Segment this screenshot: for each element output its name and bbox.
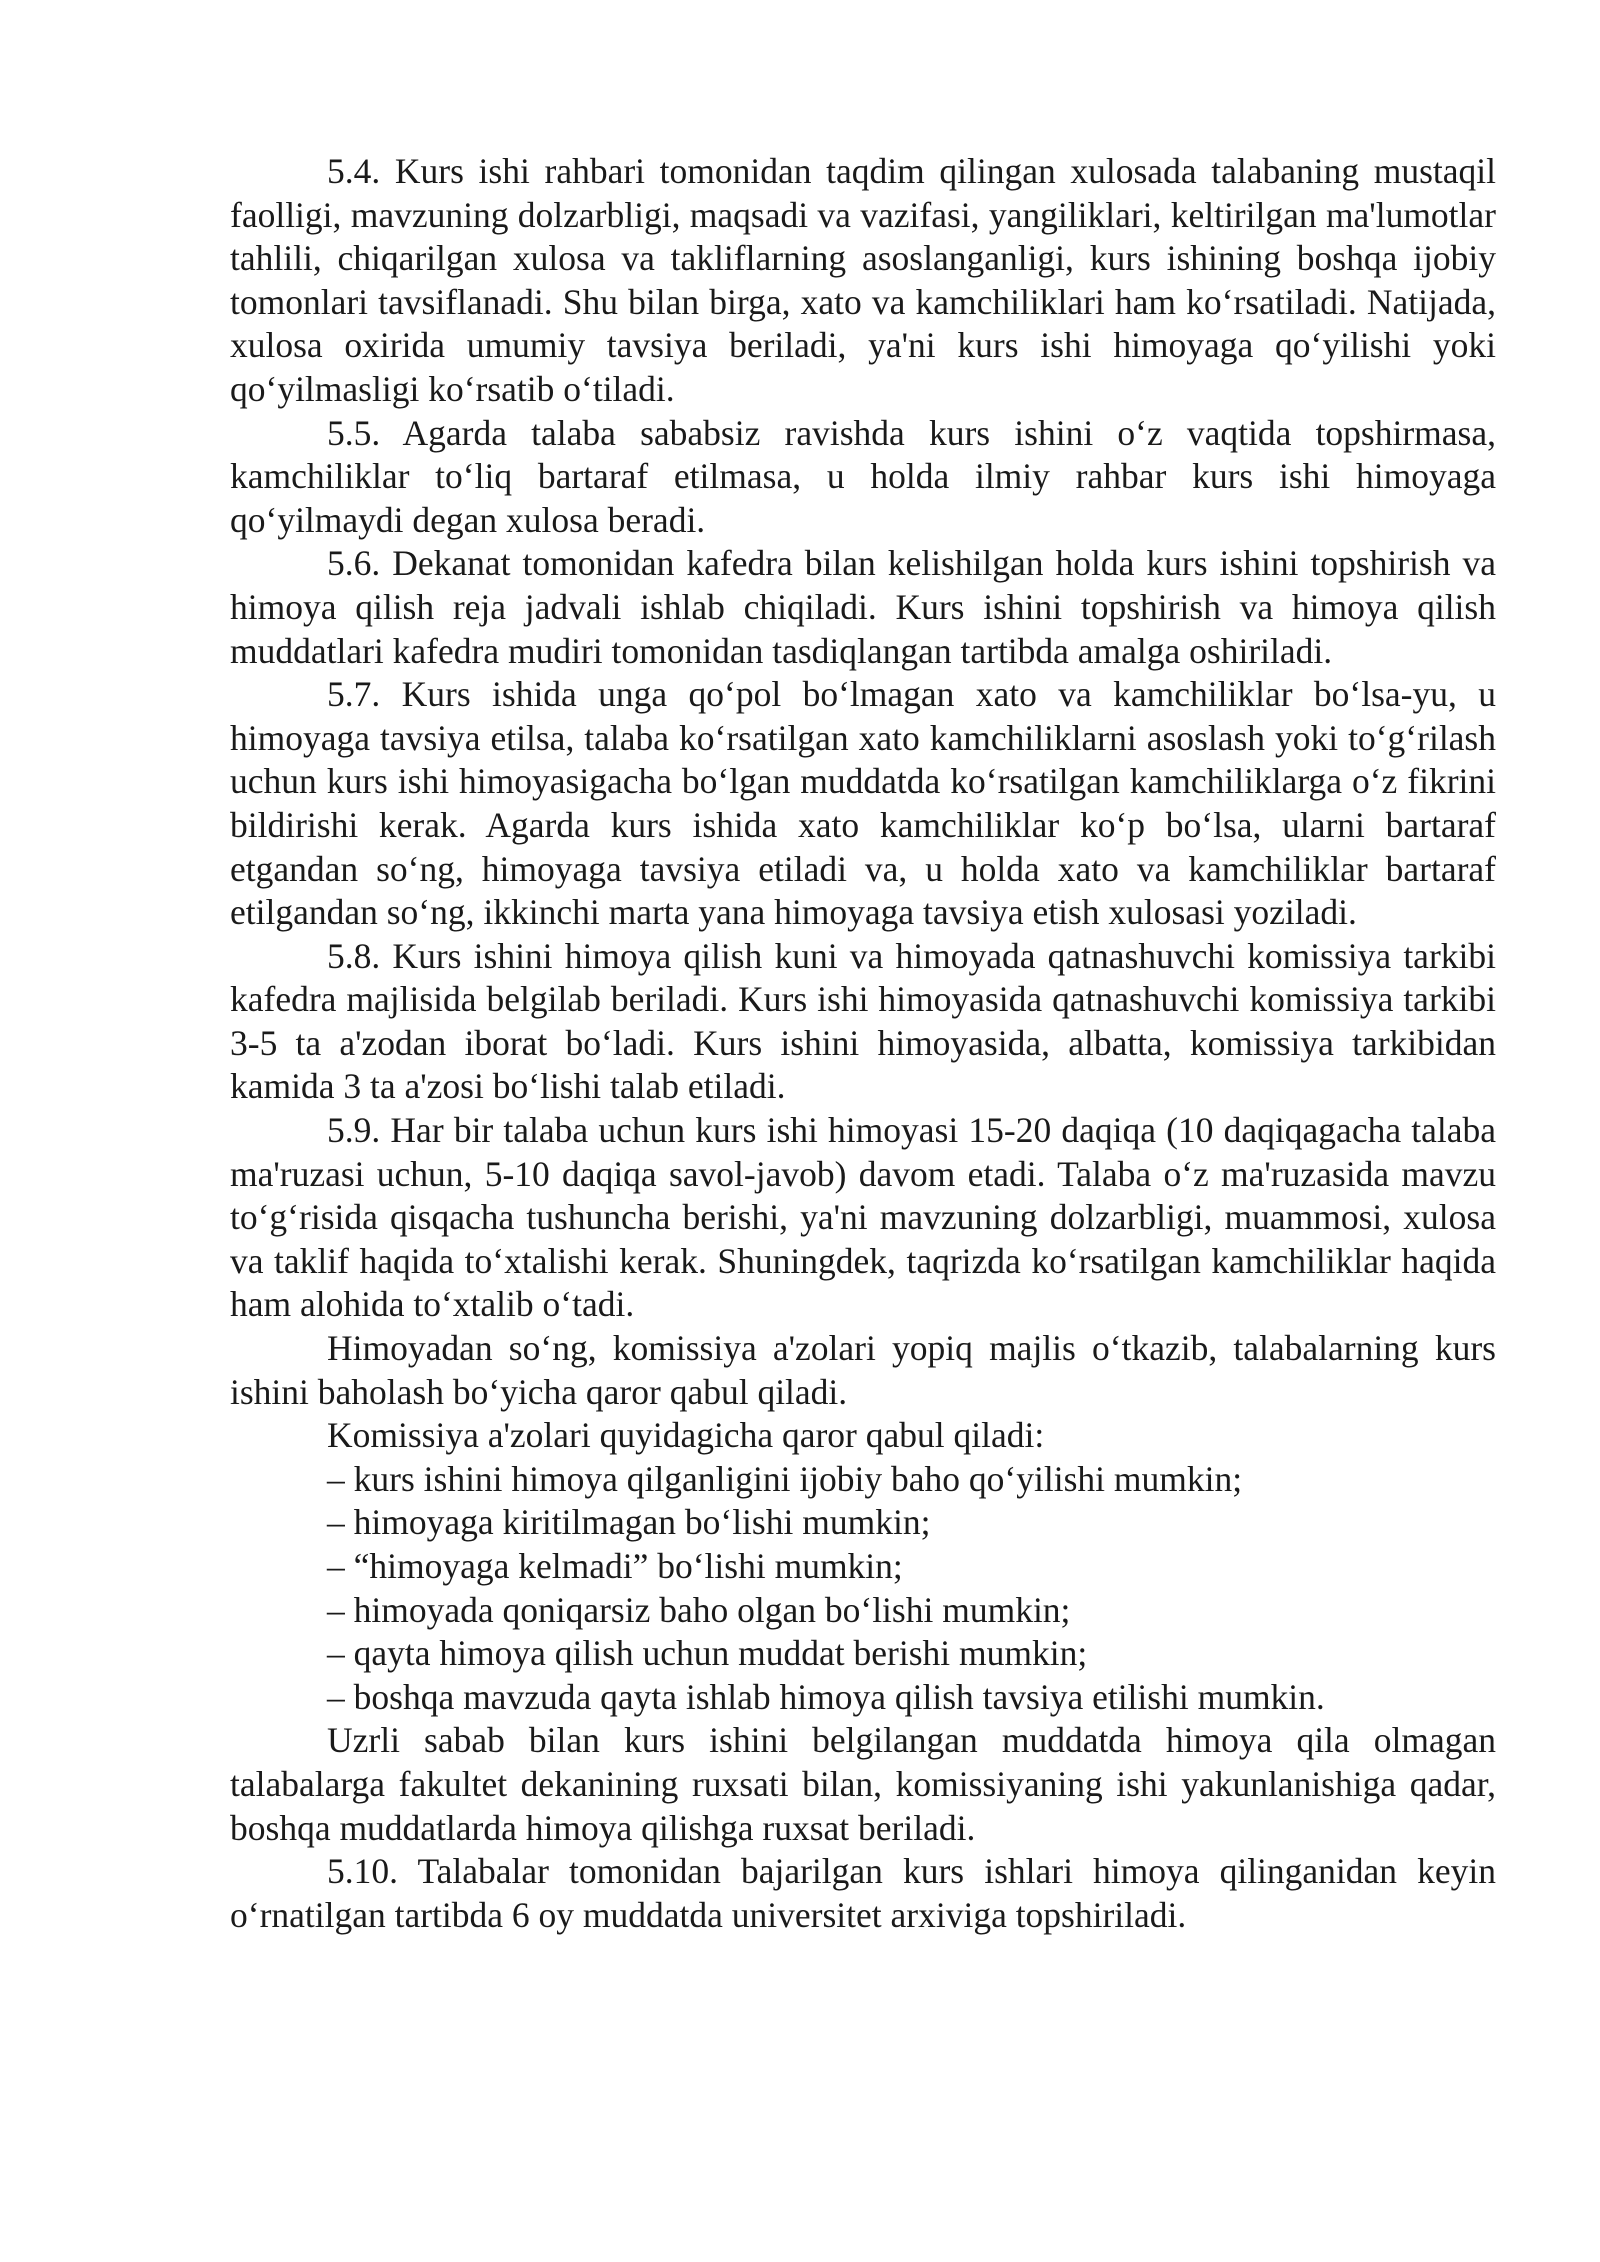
paragraph-5-8: 5.8. Kurs ishini himoya qilish kuni va himoyada qatnashuvchi komissiya tarkibi kafedra majlisida belgilab beriladi. Kurs ishi himoyasida qatnashuvchi komissiya tarkibi 3-5 ta a'zodan iborat bo‘ladi. Kurs ishini himoyasida, albatta, komissiya tarkibidan kamida 3 ta a'zosi bo‘lishi talab etiladi. bbox=[230, 935, 1496, 1107]
paragraph-after-defense: Himoyadan so‘ng, komissiya a'zolari yopiq majlis o‘tkazib, talabalarning kurs ishini baholash bo‘yicha qaror qabul qiladi. bbox=[230, 1328, 1496, 1412]
list-item: – himoyaga kiritilmagan bo‘lishi mumkin; bbox=[327, 1502, 931, 1543]
list-item: – qayta himoya qilish uchun muddat berishi mumkin; bbox=[327, 1633, 1088, 1674]
paragraph-commission-decisions: Komissiya a'zolari quyidagicha qaror qabul qiladi: bbox=[327, 1415, 1045, 1456]
paragraph-5-10: 5.10. Talabalar tomonidan bajarilgan kurs ishlari himoya qilinganidan keyin o‘rnatilgan tartibda 6 oy muddatda universitet arxiviga topshiriladi. bbox=[230, 1851, 1496, 1935]
list-item: – “himoyaga kelmadi” bo‘lishi mumkin; bbox=[327, 1546, 903, 1586]
paragraph-5-7: 5.7. Kurs ishida unga qo‘pol bo‘lmagan xato va kamchiliklar bo‘lsa-yu, u himoyaga tavsiya etilsa, talaba ko‘rsatilgan xato kamchiliklarni asoslash yoki to‘g‘rilash uchun kurs ishi himoyasigacha bo‘lgan muddatda ko‘rsatilgan kamchiliklarga o‘z fikrini bildirishi kerak. Agarda kurs ishida xato kamchiliklar ko‘p bo‘lsa, ularni bartaraf etgandan so‘ng, himoyaga tavsiya etiladi va, u holda xato va kamchiliklar bartaraf etilgandan so‘ng, ikkinchi marta yana himoyaga tavsiya etish xulosasi yoziladi. bbox=[230, 674, 1496, 933]
list-item: – boshqa mavzuda qayta ishlab himoya qilish tavsiya etilishi mumkin. bbox=[327, 1676, 1325, 1717]
paragraph-5-5: 5.5. Agarda talaba sababsiz ravishda kurs ishini o‘z vaqtida topshirmasa, kamchiliklar to‘liq bartaraf etilmasa, u holda ilmiy rahbar kurs ishi himoyaga qo‘yilmaydi degan xulosa beradi. bbox=[230, 412, 1496, 540]
paragraph-valid-reason: Uzrli sabab bilan kurs ishini belgilangan muddatda himoya qila olmagan talabalarga fakultet dekanining ruxsati bilan, komissiyaning ishi yakunlanishiga qadar, boshqa muddatlarda himoya qilishga ruxsat beriladi. bbox=[230, 1720, 1496, 1848]
paragraph-5-9: 5.9. Har bir talaba uchun kurs ishi himoyasi 15-20 daqiqa (10 daqiqagacha talaba ma'ruzasi uchun, 5-10 daqiqa savol-javob) davom etadi. Talaba o‘z ma'ruzasida mavzu to‘g‘risida qisqacha tushuncha berishi, ya'ni mavzuning dolzarbligi, muammosi, xulosa va taklif haqida to‘xtalishi kerak. Shuningdek, taqrizda ko‘rsatilgan kamchiliklar haqida ham alohida to‘xtalib o‘tadi. bbox=[230, 1110, 1496, 1325]
decision-list bbox=[230, 1458, 1496, 1720]
list-item: – himoyada qoniqarsiz baho olgan bo‘lishi mumkin; bbox=[327, 1589, 1071, 1630]
paragraph-5-4: 5.4. Kurs ishi rahbari tomonidan taqdim qilingan xulosada talabaning mustaqil faolligi, mavzuning dolzarbligi, maqsadi va vazifasi, yangiliklari, keltirilgan ma'lumotlar tahlili, chiqarilgan xulosa va takliflarning asoslanganligi, kurs ishining boshqa ijobiy tomonlari tavsiflanadi. Shu bilan birga, xato va kamchiliklari ham ko‘rsatiladi. Natijada, xulosa oxirida umumiy tavsiya beriladi, ya'ni kurs ishi himoyaga qo‘yilishi yoki qo‘yilmasligi ko‘rsatib o‘tiladi. bbox=[230, 151, 1496, 409]
paragraph-5-6: 5.6. Dekanat tomonidan kafedra bilan kelishilgan holda kurs ishini topshirish va himoya qilish reja jadvali ishlab chiqiladi. Kurs ishini topshirish va himoya qilish muddatlari kafedra mudiri tomonidan tasdiqlangan tartibda amalga oshiriladi. bbox=[230, 543, 1496, 671]
list-item: – kurs ishini himoya qilganligini ijobiy baho qo‘yilishi mumkin; bbox=[327, 1458, 1243, 1499]
document-page bbox=[230, 150, 1496, 1937]
